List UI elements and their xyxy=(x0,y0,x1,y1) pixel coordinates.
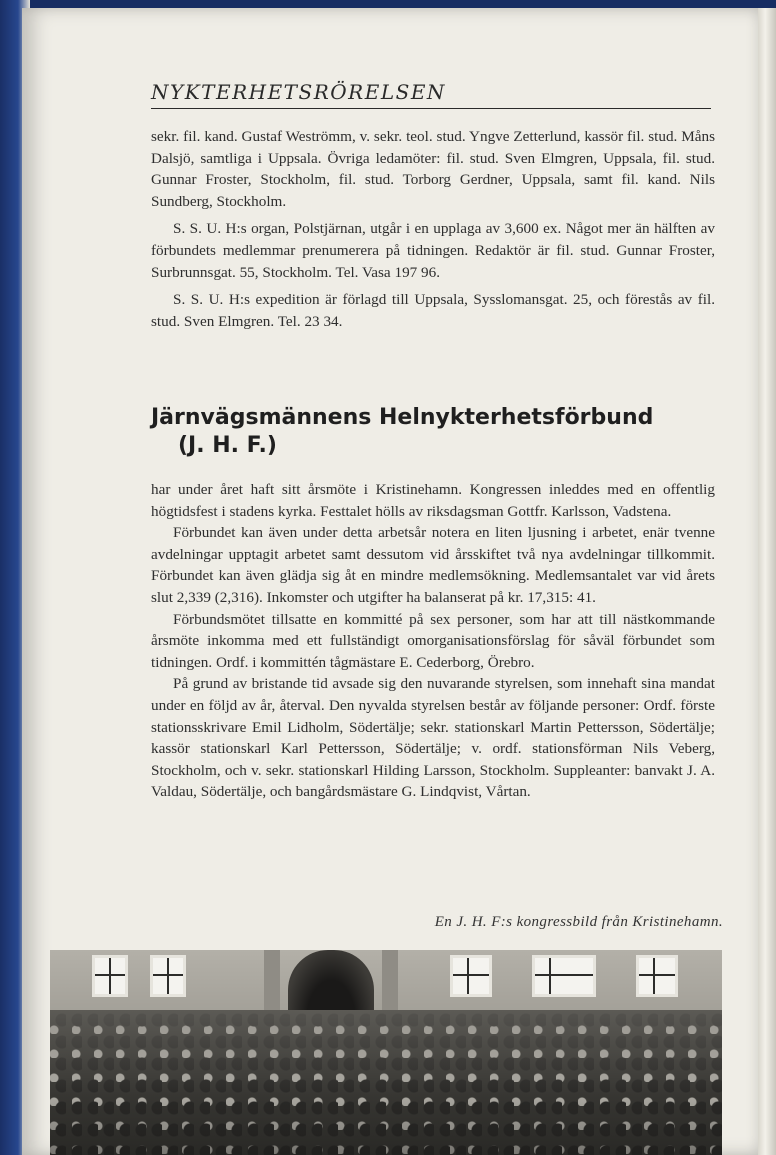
jhf-paragraph: På grund av bristande tid avsade sig den nuvarande styrelsen, som innehaft sina mandat under en följd av år, återval. Den nyvalda styrelsen består av följande personer: Ordf. förste stationsskrivare Emil Lidholm, Södertälje; sekr. stationskarl Martin Pettersson, Södertälje; kassör stationskarl Karl Pettersson, Södertälje; v. ordf. stationsförman Nils Veberg, Stockholm, och v. sekr. stationskarl Hilding Larsson, Stockholm. Suppleanter: banvakt J. A. Valdau, Södertälje, och bangårdsmästare G. Lindqvist, Vårtan. xyxy=(151,675,715,801)
ssuh-paragraph: sekr. fil. kand. Gustaf Weströmm, v. sekr. teol. stud. Yngve Zetterlund, kassör fil. stud. Måns Dalsjö, samtliga i Uppsala. Övriga ledamöter: fil. stud. Sven Elmgren, Uppsala, fil. stud. Gunnar Froster, Stockholm, fil. stud. Torborg Gerdner, Uppsala, samt fil. kand. Nils Sundberg, Stockholm. xyxy=(151,128,715,210)
window xyxy=(92,955,128,997)
jhf-paragraph: Förbundet kan även under detta arbetsår notera en liten ljusning i arbetet, enär tvenne avdelningar upptagit arbetet samt dessutom vid årsskiftet två nya avdelningar tillkommit. Förbundet kan även glädja sig åt en mindre medlemsökning. Medlemsantalet var vid årets slut 2,339 (2,316). Inkomster och utgifter ha balanserat på kr. 17,315: 41. xyxy=(151,524,715,606)
section-heading xyxy=(151,404,691,460)
ssuh-text-block xyxy=(151,126,715,332)
section-title: Järnvägsmännens Helnykterhetsförbund xyxy=(151,405,654,430)
jhf-paragraph: Förbundsmötet tillsatte en kommitté på sex personer, som har att till nästkommande årsmöte inkomma med ett fullständigt omorganisationsförslag för såväl förbundet som tidningen. Ordf. i kommittén tågmästare E. Cederborg, Örebro. xyxy=(151,610,715,671)
page-edge xyxy=(758,8,776,1155)
window xyxy=(532,955,596,997)
window xyxy=(450,955,492,997)
section-abbreviation: (J. H. F.) xyxy=(178,433,277,458)
window xyxy=(636,955,678,997)
photo-caption: En J. H. F:s kongressbild från Kristinehamn. xyxy=(434,914,723,930)
running-head-text: NYKTERHETSRÖRELSEN xyxy=(151,80,446,104)
congress-group-photo xyxy=(50,950,722,1155)
running-head xyxy=(151,76,711,109)
jhf-paragraph: har under året haft sitt årsmöte i Kristinehamn. Kongressen inleddes med en offentlig högtidsfest i stadens kyrka. Festtalet hölls av riksdagsman Gottfr. Karlsson, Vadstena. xyxy=(151,481,715,520)
ssuh-paragraph: S. S. U. H:s organ, Polstjärnan, utgår i en upplaga av 3,600 ex. Något mer än hälften av förbundets medlemmar prenumerera på tidningen. Redaktör är fil. stud. Gunnar Froster, Surbrunnsgat. 55, Stockholm. Tel. Vasa 197 96. xyxy=(151,220,715,281)
window xyxy=(150,955,186,997)
ssuh-paragraph: S. S. U. H:s expedition är förlagd till Uppsala, Sysslomansgat. 25, och förestås av fil. stud. Sven Elmgren. Tel. 23 34. xyxy=(151,291,715,330)
jhf-text-block xyxy=(151,479,715,803)
crowd-shading xyxy=(50,1010,722,1155)
